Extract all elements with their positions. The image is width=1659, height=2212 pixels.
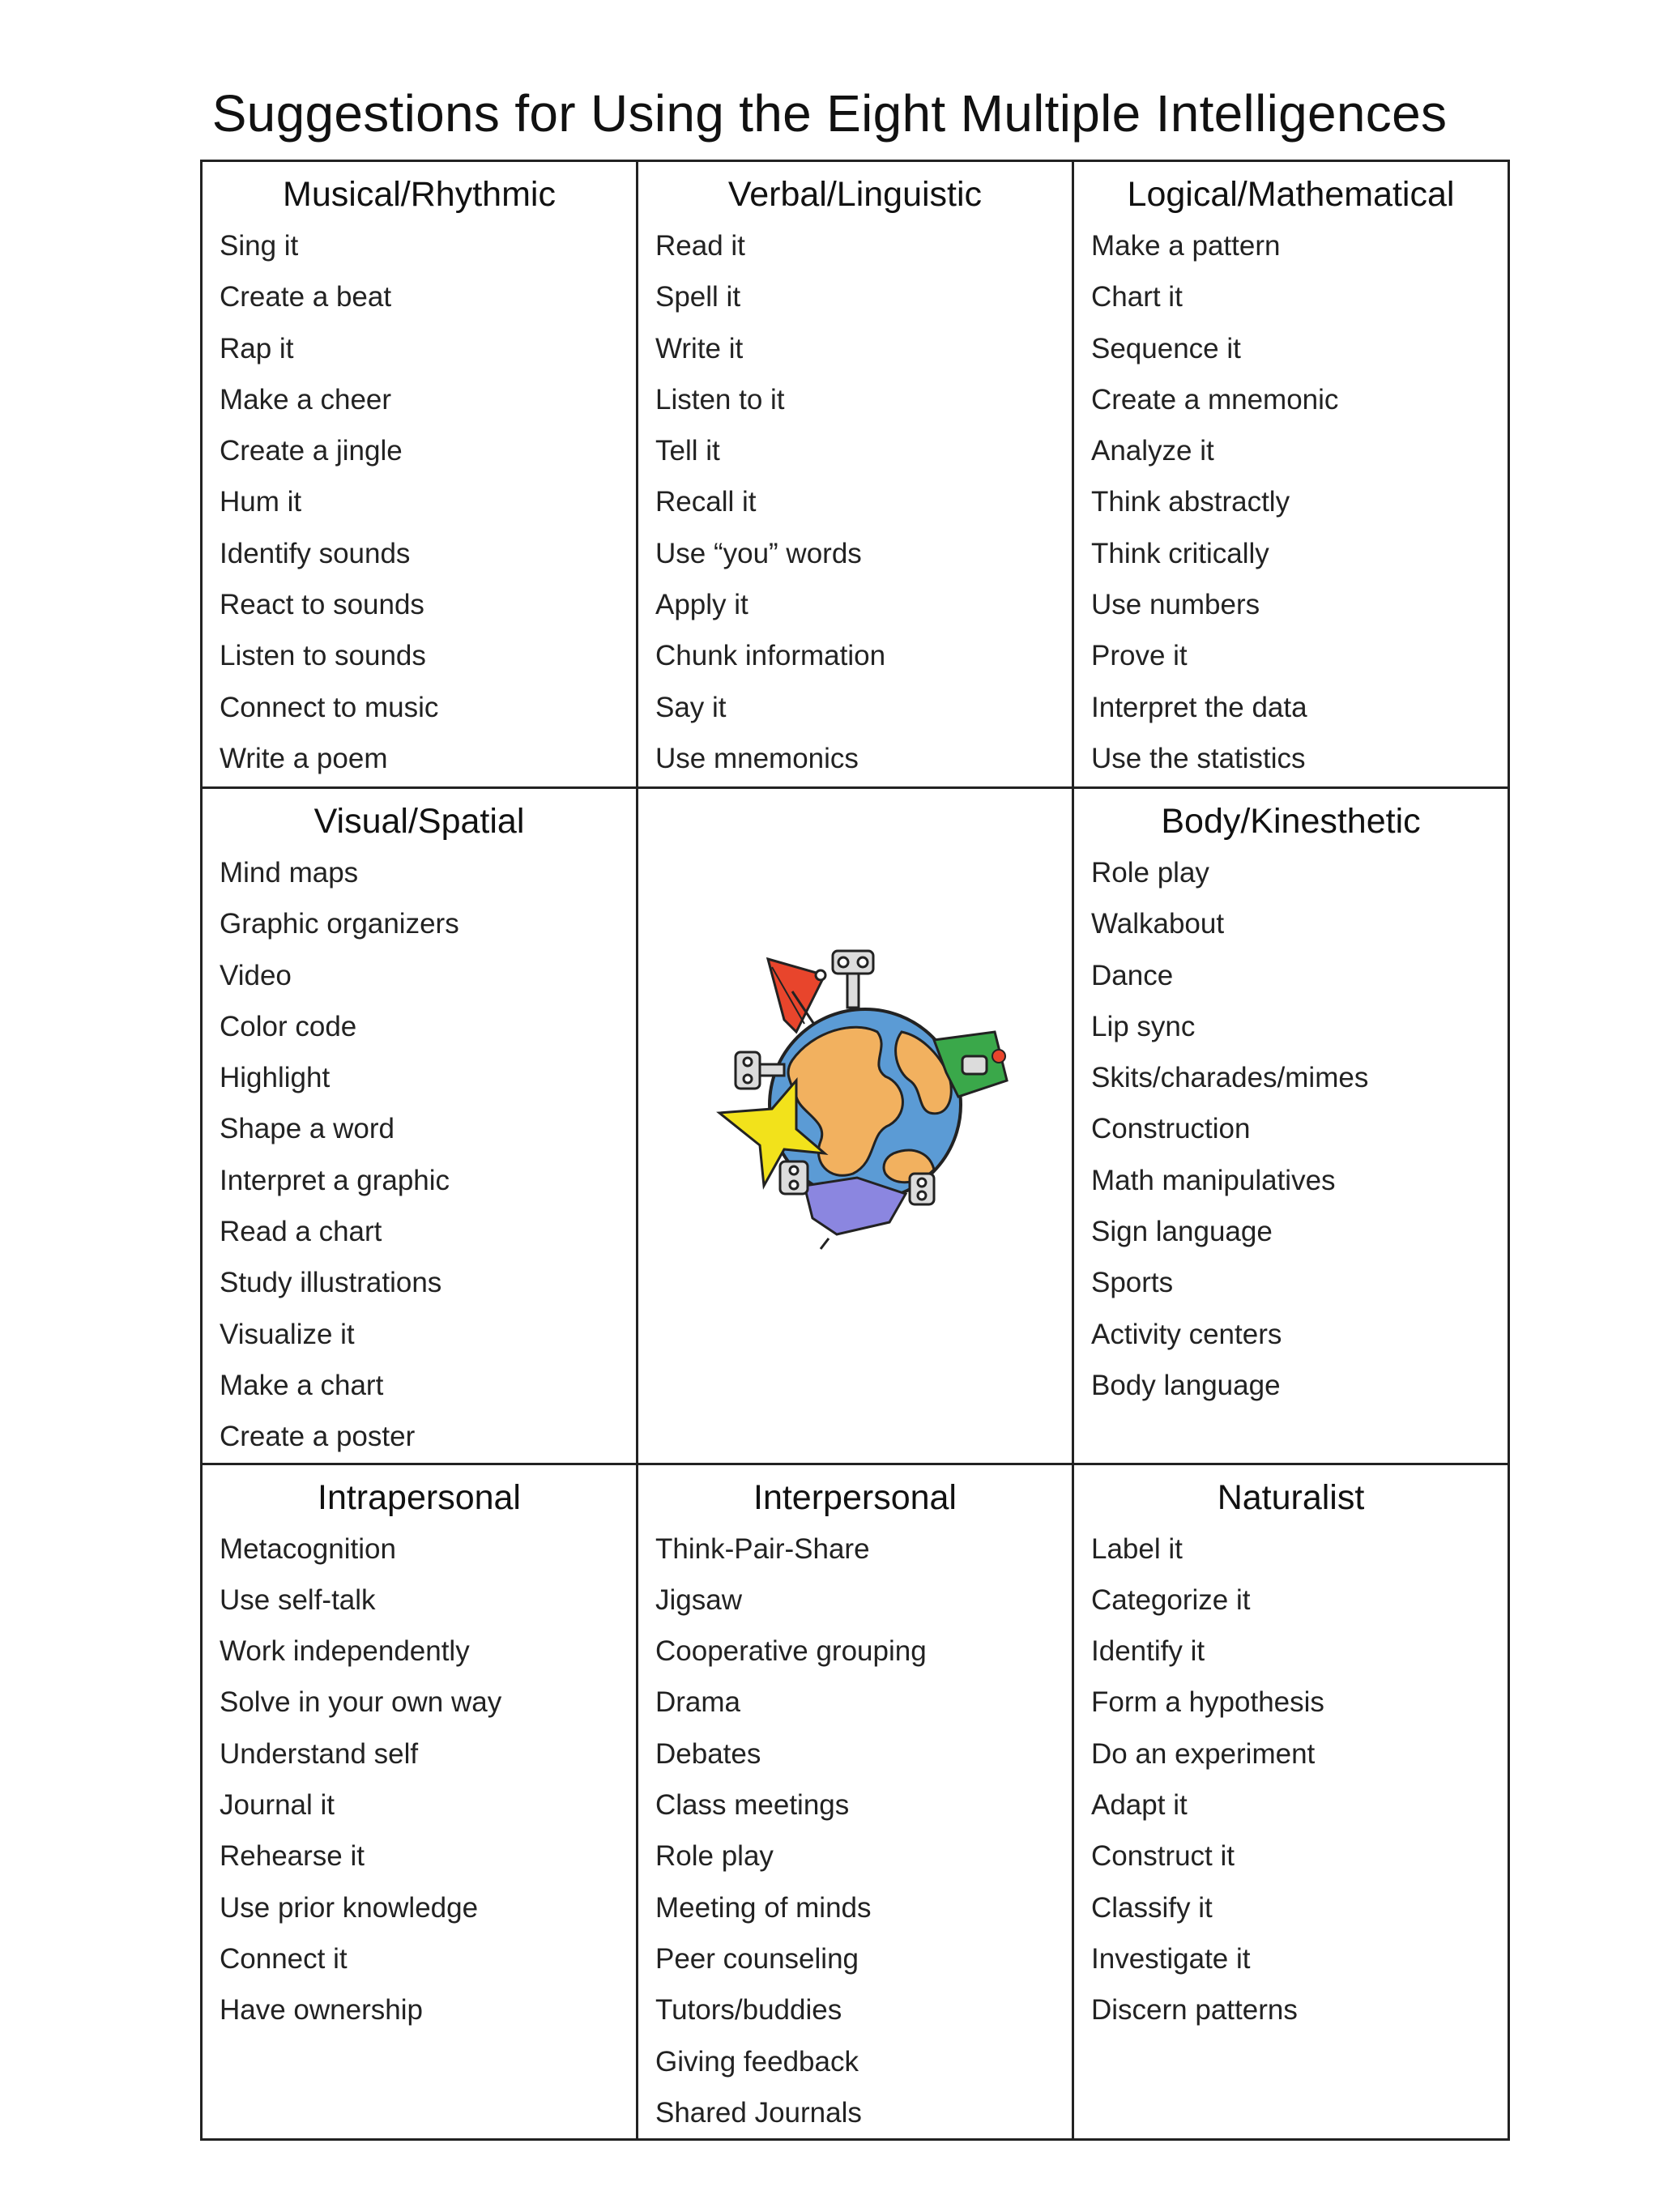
list-item: Use prior knowledge bbox=[220, 1891, 479, 1924]
list-item: Say it bbox=[655, 691, 727, 723]
heading-intrapersonal: Intrapersonal bbox=[318, 1477, 521, 1517]
heading-naturalist: Naturalist bbox=[1217, 1477, 1365, 1517]
list-item: Metacognition bbox=[220, 1532, 396, 1565]
cell-interpersonal bbox=[638, 1464, 1073, 2140]
list-musical-rhythmic bbox=[203, 220, 636, 784]
list-item: Apply it bbox=[655, 589, 748, 621]
list-item: Drama bbox=[655, 1686, 741, 1719]
list-item: Label it bbox=[1091, 1532, 1183, 1565]
list-item: Form a hypothesis bbox=[1091, 1686, 1324, 1719]
list-item: Role play bbox=[1091, 857, 1209, 889]
list-item: Tell it bbox=[655, 435, 720, 467]
cell-musical-rhythmic bbox=[202, 161, 638, 788]
list-item: Skits/charades/mimes bbox=[1091, 1062, 1369, 1094]
cell-illustration bbox=[638, 788, 1073, 1464]
cell-logical-mathematical bbox=[1073, 161, 1509, 788]
list-verbal-linguistic bbox=[638, 220, 1072, 784]
list-item: React to sounds bbox=[220, 589, 424, 621]
list-item: Classify it bbox=[1091, 1891, 1213, 1924]
list-item: Video bbox=[220, 959, 292, 991]
list-item: Construction bbox=[1091, 1113, 1251, 1145]
list-item: Connect it bbox=[220, 1942, 348, 1975]
list-item: Visualize it bbox=[220, 1318, 355, 1350]
list-item: Work independently bbox=[220, 1635, 470, 1668]
list-item: Analyze it bbox=[1091, 435, 1214, 467]
list-item: Create a jingle bbox=[220, 435, 403, 467]
list-item: Sports bbox=[1091, 1267, 1174, 1299]
windup-key-top bbox=[833, 951, 873, 1008]
list-item: Use “you” words bbox=[655, 537, 862, 569]
cell-intrapersonal bbox=[202, 1464, 638, 2140]
list-item: Rap it bbox=[220, 332, 294, 364]
list-item: Categorize it bbox=[1091, 1583, 1251, 1616]
globe-with-children-icon bbox=[715, 943, 1015, 1251]
list-item: Connect to music bbox=[220, 691, 439, 723]
list-visual-spatial bbox=[203, 847, 636, 1463]
list-item: Journal it bbox=[220, 1789, 335, 1822]
list-item: Use the statistics bbox=[1091, 742, 1306, 774]
list-item: Identify sounds bbox=[220, 537, 411, 569]
list-item: Construct it bbox=[1091, 1840, 1235, 1873]
list-item: Discern patterns bbox=[1091, 1994, 1298, 2027]
list-item: Read a chart bbox=[220, 1216, 382, 1248]
list-item: Rehearse it bbox=[220, 1840, 365, 1873]
list-item: Color code bbox=[220, 1010, 357, 1042]
list-item: Debates bbox=[655, 1737, 761, 1770]
list-item: Jigsaw bbox=[655, 1583, 742, 1616]
list-item: Sequence it bbox=[1091, 332, 1241, 364]
list-item: Walkabout bbox=[1091, 908, 1225, 940]
list-item: Mind maps bbox=[220, 857, 359, 889]
list-item: Chunk information bbox=[655, 640, 886, 672]
list-item: Math manipulatives bbox=[1091, 1164, 1336, 1196]
cell-naturalist bbox=[1073, 1464, 1509, 2140]
list-item: Interpret the data bbox=[1091, 691, 1307, 723]
list-item: Make a pattern bbox=[1091, 230, 1281, 262]
list-item: Peer counseling bbox=[655, 1942, 859, 1975]
list-item: Meeting of minds bbox=[655, 1891, 872, 1924]
cell-verbal-linguistic bbox=[638, 161, 1073, 788]
globe-illustration bbox=[715, 943, 1015, 1251]
purple-figure bbox=[804, 1178, 906, 1249]
list-item: Make a cheer bbox=[220, 383, 392, 416]
heading-logical-mathematical: Logical/Mathematical bbox=[1127, 175, 1455, 214]
list-item: Sing it bbox=[220, 230, 299, 262]
list-item: Tutors/buddies bbox=[655, 1994, 842, 2027]
list-logical-mathematical bbox=[1074, 220, 1508, 784]
list-naturalist bbox=[1074, 1524, 1508, 2036]
list-item: Prove it bbox=[1091, 640, 1188, 672]
list-item: Listen to it bbox=[655, 383, 785, 416]
list-item: Hum it bbox=[220, 486, 302, 518]
list-item: Activity centers bbox=[1091, 1318, 1282, 1350]
list-item: Investigate it bbox=[1091, 1942, 1251, 1975]
list-item: Make a chart bbox=[220, 1369, 384, 1401]
list-item: Spell it bbox=[655, 281, 741, 313]
list-item: Create a poster bbox=[220, 1421, 416, 1453]
list-item: Understand self bbox=[220, 1737, 419, 1770]
list-item: Dance bbox=[1091, 959, 1174, 991]
list-item: Use mnemonics bbox=[655, 742, 859, 774]
list-item: Shared Journals bbox=[655, 2096, 862, 2129]
list-item: Body language bbox=[1091, 1369, 1281, 1401]
list-item: Recall it bbox=[655, 486, 757, 518]
heading-verbal-linguistic: Verbal/Linguistic bbox=[727, 175, 983, 214]
list-item: Think abstractly bbox=[1091, 486, 1290, 518]
list-item: Do an experiment bbox=[1091, 1737, 1316, 1770]
list-intrapersonal bbox=[203, 1524, 636, 2036]
list-item: Think-Pair-Share bbox=[655, 1532, 870, 1565]
list-item: Graphic organizers bbox=[220, 908, 459, 940]
heading-visual-spatial: Visual/Spatial bbox=[313, 802, 525, 841]
list-item: Study illustrations bbox=[220, 1267, 442, 1299]
list-item: Class meetings bbox=[655, 1789, 850, 1822]
heading-interpersonal: Interpersonal bbox=[753, 1477, 957, 1517]
heading-musical-rhythmic: Musical/Rhythmic bbox=[283, 175, 556, 214]
list-item: Write it bbox=[655, 332, 744, 364]
list-item: Shape a word bbox=[220, 1113, 394, 1145]
list-body-kinesthetic bbox=[1074, 847, 1508, 1411]
list-item: Interpret a graphic bbox=[220, 1164, 450, 1196]
list-item: Giving feedback bbox=[655, 2045, 859, 2078]
list-item: Use self-talk bbox=[220, 1583, 376, 1616]
list-item: Create a beat bbox=[220, 281, 392, 313]
list-item: Solve in your own way bbox=[220, 1686, 502, 1719]
cell-visual-spatial bbox=[202, 788, 638, 1464]
heading-body-kinesthetic: Body/Kinesthetic bbox=[1161, 802, 1421, 841]
list-item: Identify it bbox=[1091, 1635, 1205, 1668]
list-item: Adapt it bbox=[1091, 1789, 1188, 1822]
list-item: Chart it bbox=[1091, 281, 1183, 313]
list-item: Have ownership bbox=[220, 1994, 423, 2027]
list-item: Write a poem bbox=[220, 742, 388, 774]
list-item: Highlight bbox=[220, 1062, 331, 1094]
list-item: Sign language bbox=[1091, 1216, 1273, 1248]
cell-body-kinesthetic bbox=[1073, 788, 1509, 1464]
list-item: Role play bbox=[655, 1840, 774, 1873]
list-item: Lip sync bbox=[1091, 1010, 1196, 1042]
list-item: Read it bbox=[655, 230, 745, 262]
list-item: Listen to sounds bbox=[220, 640, 426, 672]
list-interpersonal bbox=[638, 1524, 1072, 2139]
intelligences-table bbox=[200, 160, 1510, 2141]
list-item: Think critically bbox=[1091, 537, 1269, 569]
list-item: Use numbers bbox=[1091, 589, 1260, 621]
page-title: Suggestions for Using the Eight Multiple Intelligences bbox=[211, 84, 1448, 143]
list-item: Create a mnemonic bbox=[1091, 383, 1339, 416]
list-item: Cooperative grouping bbox=[655, 1635, 927, 1668]
